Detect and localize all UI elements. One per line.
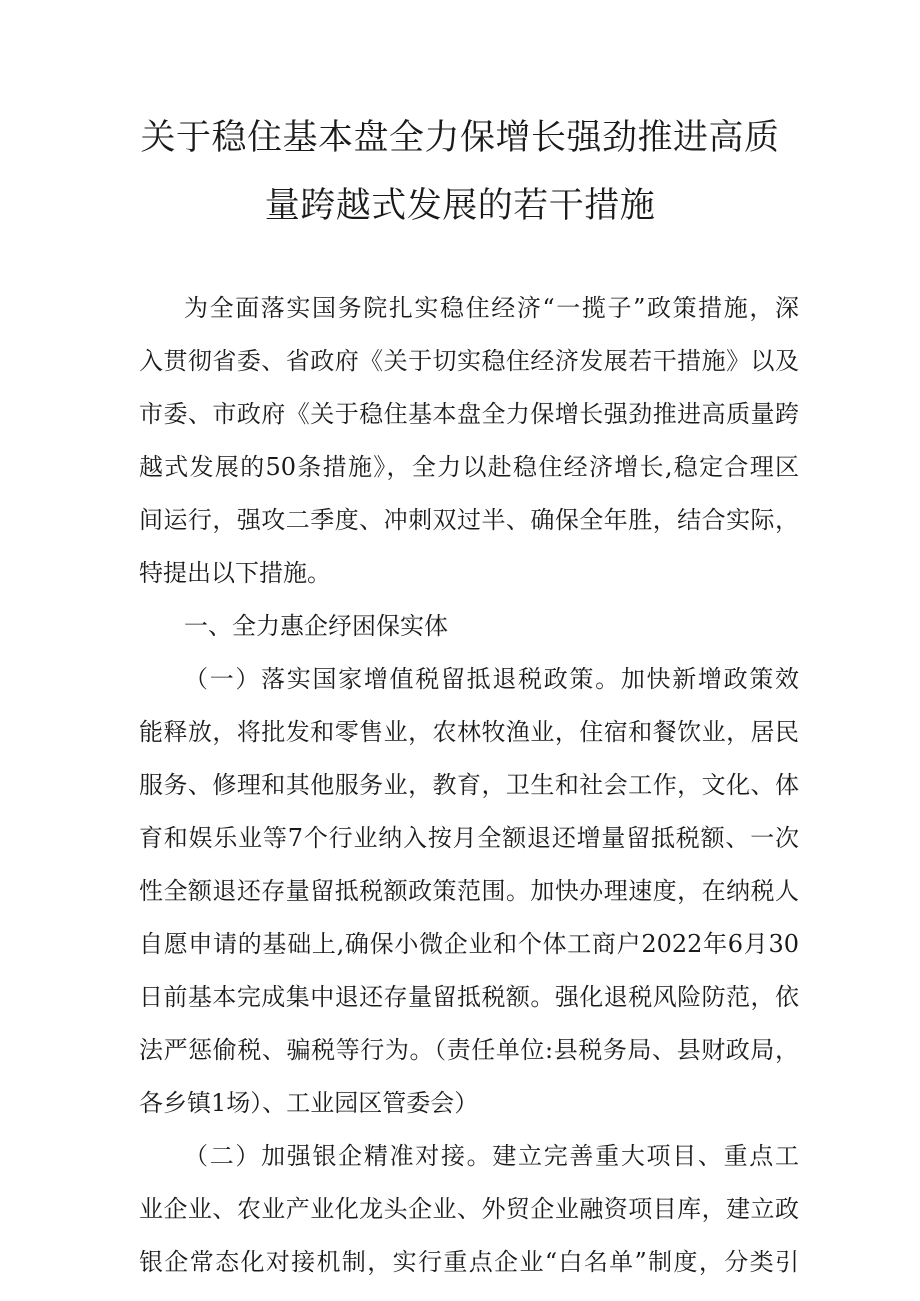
document-title-line-1: 关于稳住基本盘全力保增长强劲推进高质	[140, 118, 780, 158]
paragraph-line: 市委、市政府《关于稳住基本盘全力保增长强劲推进高质量跨	[139, 400, 799, 428]
paragraph-line: （一）落实国家增值税留抵退税政策。加快新增政策效	[184, 665, 799, 693]
paragraph-line: 自愿申请的基础上,确保小微企业和个体工商户2022年6月30	[139, 930, 799, 958]
paragraph-line: 法严惩偷税、骗税等行为。（责任单位:县税务局、县财政局，	[139, 1036, 799, 1064]
paragraph-line: 能释放，将批发和零售业，农林牧渔业，住宿和餐饮业，居民	[139, 718, 799, 746]
paragraph-line: 日前基本完成集中退还存量留抵税额。强化退税风险防范，依	[139, 983, 799, 1011]
paragraph-line: 入贯彻省委、省政府《关于切实稳住经济发展若干措施》以及	[139, 347, 799, 375]
paragraph-line: 育和娱乐业等7个行业纳入按月全额退还增量留抵税额、一次	[139, 824, 799, 852]
paragraph-line: 业企业、农业产业化龙头企业、外贸企业融资项目库，建立政	[139, 1195, 799, 1223]
paragraph-line: 服务、修理和其他服务业，教育，卫生和社会工作，文化、体	[139, 771, 799, 799]
paragraph-line: 银企常态化对接机制，实行重点企业“白名单”制度，分类引	[139, 1248, 799, 1276]
paragraph-line: 各乡镇1场）、工业园区管委会）	[139, 1089, 479, 1117]
section-heading: 一、全力惠企纾困保实体	[184, 612, 448, 640]
paragraph-line: 性全额退还存量留抵税额政策范围。加快办理速度，在纳税人	[139, 877, 799, 905]
paragraph-line: 特提出以下措施。	[139, 559, 331, 587]
paragraph-line: （二）加强银企精准对接。建立完善重大项目、重点工	[184, 1142, 799, 1170]
document-title-line-2: 量跨越式发展的若干措施	[264, 186, 656, 226]
paragraph-line: 间运行，强攻二季度、冲刺双过半、确保全年胜，结合实际，	[139, 506, 799, 534]
paragraph-line: 为全面落实国务院扎实稳住经济“一揽子”政策措施，深	[184, 294, 799, 322]
paragraph-line: 越式发展的50条措施》，全力以赴稳住经济增长,稳定合理区	[139, 453, 799, 481]
